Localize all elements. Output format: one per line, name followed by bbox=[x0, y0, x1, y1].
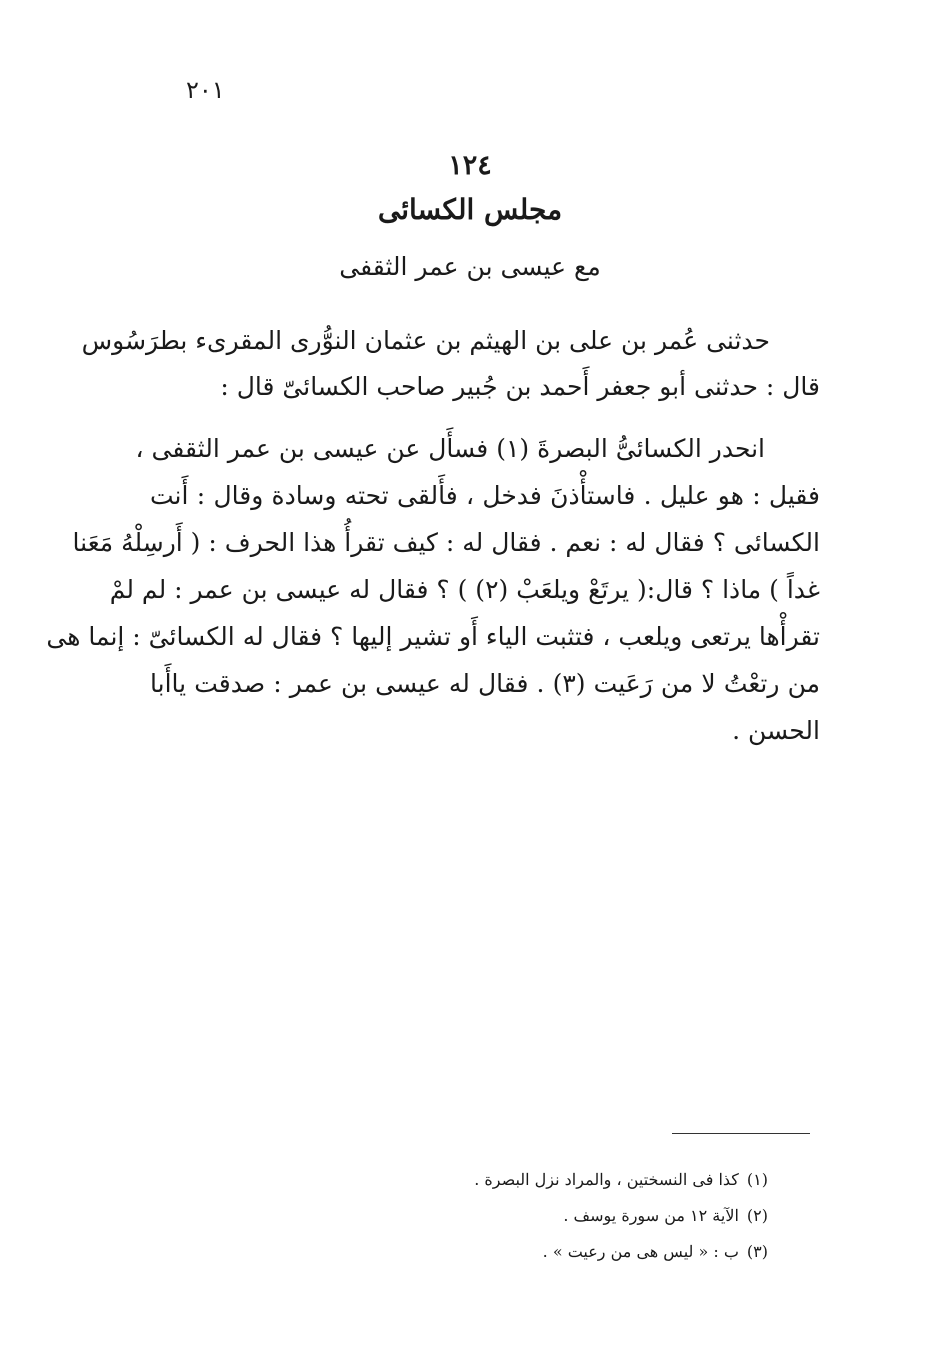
text-line: فقيل : هو عليل . فاستأْذنَ فدخل ، فأَلقى تحته وسادة وقال : أَنت bbox=[150, 481, 820, 510]
footnote-number: (٢) bbox=[746, 1206, 768, 1225]
footnote bbox=[300, 1234, 768, 1270]
page-subtitle: مع عيسى بن عمر الثقفى bbox=[339, 252, 601, 281]
footnote bbox=[300, 1198, 768, 1234]
page-title: مجلس الكسائى bbox=[377, 193, 563, 226]
footnote-text: ب : « ليس هى من رعيت » . bbox=[542, 1242, 739, 1261]
text-line: الكسائى ؟ فقال له : نعم . فقال له : كيف تقرأُ هذا الحرف : ( أَرسِلْهُ مَعَنا bbox=[72, 528, 820, 557]
section-number: ١٢٤ bbox=[448, 150, 492, 181]
text-line: تقرأْها يرتعى ويلعب ، فتثبت الياء أَو تشير إليها ؟ فقال له الكسائىّ : إنما هى bbox=[46, 622, 820, 651]
text-line: قال : حدثنى أبو جعفر أَحمد بن جُبير صاحب الكسائىّ قال : bbox=[220, 372, 820, 401]
footnote-number: (١) bbox=[746, 1170, 768, 1189]
footnote bbox=[300, 1162, 768, 1198]
isnad-paragraph bbox=[81, 318, 820, 410]
footnote-number: (٣) bbox=[746, 1242, 768, 1261]
footnote-text: كذا فى النسختين ، والمراد نزل البصرة . bbox=[474, 1170, 739, 1189]
body-paragraph bbox=[46, 425, 821, 754]
footnote-separator bbox=[672, 1133, 810, 1134]
text-line: الحسن . bbox=[732, 716, 820, 745]
text-line: من رتعْتُ لا من رَعَيت (٣) . فقال له عيسى بن عمر : صدقت ياأَبا bbox=[150, 669, 821, 698]
footnotes bbox=[300, 1162, 768, 1270]
text-line: حدثنى عُمر بن على بن الهيثم بن عثمان النوُّرى المقرىء بطرَسُوس bbox=[81, 326, 770, 355]
text-line: انحدر الكسائىُّ البصرةَ (١) فسأَل عن عيسى بن عمر الثقفى ، bbox=[135, 434, 765, 463]
text-line: غداً ) ماذا ؟ قال:( يرتَعْ ويلعَبْ (٢) ) ؟ فقال له عيسى بن عمر : لم لمْ bbox=[109, 575, 820, 604]
footnote-text: الآية ١٢ من سورة يوسف . bbox=[563, 1206, 739, 1225]
page-number: ٢٠١ bbox=[186, 76, 225, 104]
